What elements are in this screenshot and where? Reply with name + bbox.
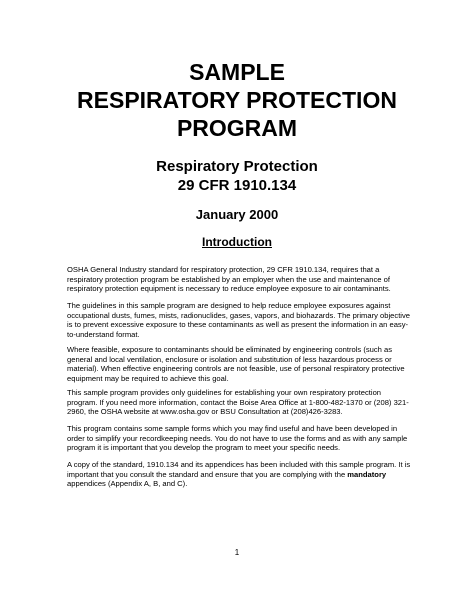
document-title-line-1: SAMPLE bbox=[189, 59, 285, 85]
document-date: January 2000 bbox=[195, 207, 279, 222]
paragraph-2: The guidelines in this sample program are designed to help reduce employee exposures against occupational dusts, fumes, mists, radionuclides, gases, vapors, and biohazards. The primary objective is to prevent excessive exposure to these contaminants as well as present the information in an easy-to-understand format. bbox=[67, 301, 411, 339]
paragraph-6 bbox=[67, 460, 413, 489]
document-title-line-2: RESPIRATORY PROTECTION bbox=[77, 87, 397, 113]
paragraph-6-text-before: A copy of the standard, 1910.134 and its appendices has been included with this sample program. It is important that you consult the standard and ensure that you are complying with the bbox=[67, 460, 411, 479]
document-subtitle-line-2: 29 CFR 1910.134 bbox=[177, 177, 297, 194]
paragraph-1: OSHA General Industry standard for respiratory protection, 29 CFR 1910.134, requires that a respiratory protection program be established by an employer when the use and maintenance of respiratory protection equipment is necessary to reduce employee exposure to air contaminants. bbox=[67, 265, 391, 294]
paragraph-6-bold-text: mandatory bbox=[347, 469, 387, 479]
page-number: 1 bbox=[234, 548, 240, 557]
paragraph-3: Where feasible, exposure to contaminants should be eliminated by engineering controls (such as general and local ventilation, enclosure or isolation and substitution of less hazardous process or material). When effective engineering controls are not feasible, use of personal respiratory protective equipment may be required to achieve this goal. bbox=[67, 345, 405, 383]
paragraph-5: This program contains some sample forms which you may find useful and have been developed in order to simplify your recordkeeping needs. You do not have to use the forms and as with any sample program it is important that you develop the program to meet your specific needs. bbox=[67, 424, 408, 453]
document-subtitle-line-1: Respiratory Protection bbox=[156, 158, 318, 175]
section-heading: Introduction bbox=[202, 235, 272, 249]
paragraph-6-text-after: appendices (Appendix A, B, and C). bbox=[67, 479, 188, 489]
paragraph-4: This sample program provides only guidelines for establishing your own respiratory protection program. If you need more information, contact the Boise Area Office at 1-800-482-1370 or (208) 321-2960, the OSHA website at www.osha.gov or BSU Consultation at (208)426-3283. bbox=[67, 388, 409, 417]
document-title-line-3: PROGRAM bbox=[176, 115, 298, 141]
